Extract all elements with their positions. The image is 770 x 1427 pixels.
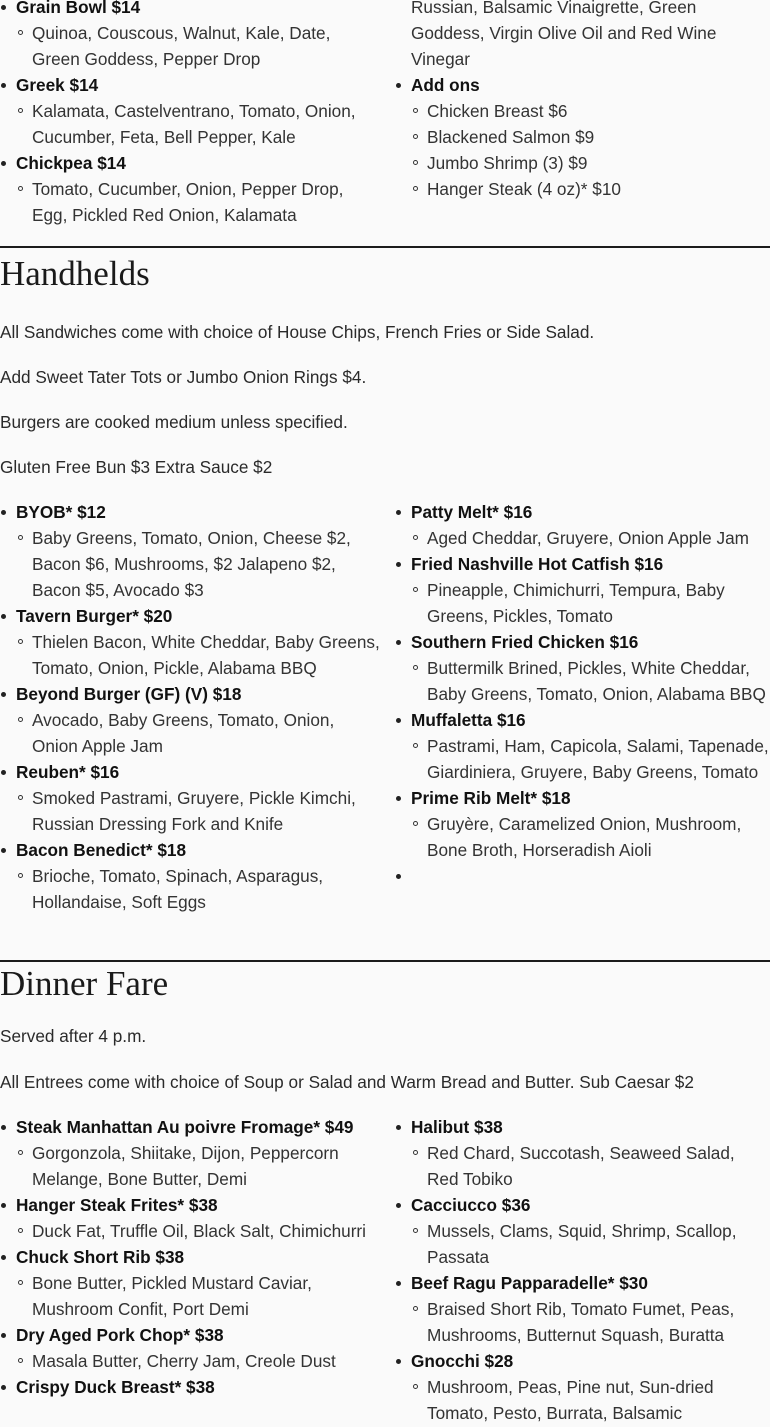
dressing-continuation-text: Russian, Balsamic Vinaigrette, Green Goddess, Virgin Olive Oil and Red Wine Vinegar (411, 0, 717, 69)
menu-item-title: BYOB* $12 (16, 502, 106, 522)
menu-item-description: Aged Cheddar, Gruyere, Onion Apple Jam (411, 525, 770, 551)
menu-item (0, 72, 380, 150)
handhelds-right-list (395, 499, 770, 889)
menu-item (395, 72, 770, 202)
menu-item-details (16, 98, 380, 150)
menu-item-description: Mushroom, Peas, Pine nut, Sun-dried Tomato, Pesto, Burrata, Balsamic (411, 1374, 770, 1426)
menu-item-description: Gorgonzola, Shiitake, Dijon, Peppercorn Melange, Bone Butter, Demi (16, 1140, 380, 1192)
menu-item-details (16, 1140, 380, 1192)
menu-item-title: Crispy Duck Breast* $38 (16, 1377, 215, 1397)
menu-item-description: Bone Butter, Pickled Mustard Caviar, Mushroom Confit, Port Demi (16, 1270, 380, 1322)
section-title-dinner-fare: Dinner Fare (0, 964, 169, 1003)
menu-item-details (16, 176, 380, 228)
handhelds-note: All Sandwiches come with choice of House Chips, French Fries or Side Salad. (0, 322, 595, 342)
menu-item-description: Kalamata, Castelventrano, Tomato, Onion, Cucumber, Feta, Bell Pepper, Kale (16, 98, 380, 150)
menu-item (0, 837, 380, 915)
handhelds-left-list (0, 499, 380, 915)
menu-item-details (411, 655, 770, 707)
dinner-left-column (0, 1114, 380, 1400)
addon-item: Blackened Salmon $9 (411, 124, 770, 150)
menu-item-description: Buttermilk Brined, Pickles, White Cheddar, Baby Greens, Tomato, Onion, Alabama BBQ (411, 655, 770, 707)
menu-item-title: Bacon Benedict* $18 (16, 840, 187, 860)
menu-item (0, 759, 380, 837)
menu-item-title: Fried Nashville Hot Catfish $16 (411, 554, 664, 574)
salads-columns (0, 0, 770, 234)
menu-item-details (16, 1348, 380, 1374)
menu-item (0, 1374, 380, 1400)
menu-item-title: Reuben* $16 (16, 762, 120, 782)
menu-item-description: Baby Greens, Tomato, Onion, Cheese $2, Bacon $6, Mushrooms, $2 Jalapeno $2, Bacon $5, Avocado $3 (16, 525, 380, 603)
menu-item-title (411, 866, 416, 886)
menu-item-details (16, 863, 380, 915)
menu-item (0, 603, 380, 681)
menu-item (395, 863, 770, 889)
addons-details (411, 98, 770, 202)
dinner-columns (0, 1114, 770, 1427)
menu-item (395, 785, 770, 863)
menu-item-details (411, 577, 770, 629)
menu-item (0, 1244, 380, 1322)
menu-item-description: Duck Fat, Truffle Oil, Black Salt, Chimichurri (16, 1218, 380, 1244)
menu-item-details (16, 707, 380, 759)
menu-item-title: Steak Manhattan Au poivre Fromage* $49 (16, 1117, 354, 1137)
menu-item-details (16, 629, 380, 681)
menu-item (395, 1270, 770, 1348)
menu-item-title: Chuck Short Rib $38 (16, 1247, 185, 1267)
menu-item (0, 1192, 380, 1244)
menu-item-details (411, 525, 770, 551)
menu-item-title: Halibut $38 (411, 1117, 503, 1137)
menu-item (395, 707, 770, 785)
menu-item-description: Avocado, Baby Greens, Tomato, Onion, Onion Apple Jam (16, 707, 380, 759)
menu-item-description: Tomato, Cucumber, Onion, Pepper Drop, Egg, Pickled Red Onion, Kalamata (16, 176, 380, 228)
addon-item: Hanger Steak (4 oz)* $10 (411, 176, 770, 202)
addon-item: Jumbo Shrimp (3) $9 (411, 150, 770, 176)
menu-item (0, 1322, 380, 1374)
menu-item-title: Tavern Burger* $20 (16, 606, 173, 626)
section-divider (0, 960, 770, 962)
handhelds-right-column (395, 499, 770, 889)
menu-item-title: Muffaletta $16 (411, 710, 526, 730)
menu-item-description: Quinoa, Couscous, Walnut, Kale, Date, Green Goddess, Pepper Drop (16, 20, 380, 72)
menu-item-details (411, 1140, 770, 1192)
menu-item-details (411, 1218, 770, 1270)
menu-item (0, 150, 380, 228)
handhelds-columns (0, 499, 770, 944)
menu-item-title: Hanger Steak Frites* $38 (16, 1195, 218, 1215)
menu-item-details (16, 785, 380, 837)
menu-item (0, 0, 380, 72)
menu-item-description: Gruyère, Caramelized Onion, Mushroom, Bone Broth, Horseradish Aioli (411, 811, 770, 863)
menu-item-title: Beyond Burger (GF) (V) $18 (16, 684, 242, 704)
menu-item-details (16, 525, 380, 603)
salads-right-column (395, 0, 770, 202)
menu-item (395, 1192, 770, 1270)
menu-item-details (16, 20, 380, 72)
menu-item-description: Mussels, Clams, Squid, Shrimp, Scallop, Passata (411, 1218, 770, 1270)
handhelds-note: Add Sweet Tater Tots or Jumbo Onion Rings $4. (0, 367, 367, 387)
menu-item-description: Thielen Bacon, White Cheddar, Baby Greens, Tomato, Onion, Pickle, Alabama BBQ (16, 629, 380, 681)
handhelds-note: Burgers are cooked medium unless specified. (0, 412, 348, 432)
menu-item (395, 1114, 770, 1192)
section-title-handhelds: Handhelds (0, 254, 150, 293)
menu-item (395, 629, 770, 707)
addon-item: Chicken Breast $6 (411, 98, 770, 124)
menu-item-details (411, 1374, 770, 1426)
dinner-right-column (395, 1114, 770, 1426)
menu-item-title: Southern Fried Chicken $16 (411, 632, 639, 652)
menu-item-description: Pastrami, Ham, Capicola, Salami, Tapenade, Giardiniera, Gruyere, Baby Greens, Tomato (411, 733, 770, 785)
menu-item (395, 499, 770, 551)
dinner-note: All Entrees come with choice of Soup or Salad and Warm Bread and Butter. Sub Caesar $2 (0, 1072, 694, 1092)
handhelds-left-column (0, 499, 380, 915)
menu-item-title: Dry Aged Pork Chop* $38 (16, 1325, 224, 1345)
menu-item-description: Braised Short Rib, Tomato Fumet, Peas, Mushrooms, Butternut Squash, Buratta (411, 1296, 770, 1348)
menu-item (0, 681, 380, 759)
handhelds-note: Gluten Free Bun $3 Extra Sauce $2 (0, 457, 273, 477)
menu-item-details (411, 1296, 770, 1348)
salads-left-list (0, 0, 380, 228)
addons-list (395, 72, 770, 202)
menu-item-title: Gnocchi $28 (411, 1351, 514, 1371)
menu-item-details (16, 1270, 380, 1322)
menu-item (0, 1114, 380, 1192)
menu-item (395, 1348, 770, 1426)
dinner-right-list (395, 1114, 770, 1426)
dinner-left-list (0, 1114, 380, 1400)
menu-item-details (411, 811, 770, 863)
menu-item-title: Cacciucco $36 (411, 1195, 531, 1215)
menu-item-title: Greek $14 (16, 75, 99, 95)
dressing-continuation (395, 0, 770, 72)
section-divider (0, 246, 770, 248)
menu-item-details (16, 1218, 380, 1244)
menu-item-title: Patty Melt* $16 (411, 502, 533, 522)
menu-item-description: Pineapple, Chimichurri, Tempura, Baby Greens, Pickles, Tomato (411, 577, 770, 629)
menu-item-title: Chickpea $14 (16, 153, 126, 173)
menu-item-title: Add ons (411, 75, 480, 95)
menu-item-description: Masala Butter, Cherry Jam, Creole Dust (16, 1348, 380, 1374)
menu-item (0, 499, 380, 603)
menu-item-description: Smoked Pastrami, Gruyere, Pickle Kimchi, Russian Dressing Fork and Knife (16, 785, 380, 837)
menu-item-description: Brioche, Tomato, Spinach, Asparagus, Hollandaise, Soft Eggs (16, 863, 380, 915)
menu-item-details (411, 733, 770, 785)
menu-item-title: Grain Bowl $14 (16, 0, 141, 17)
menu-item-title: Beef Ragu Papparadelle* $30 (411, 1273, 648, 1293)
dinner-note: Served after 4 p.m. (0, 1026, 147, 1046)
salads-left-column (0, 0, 380, 228)
menu-item (395, 551, 770, 629)
menu-item-description: Red Chard, Succotash, Seaweed Salad, Red Tobiko (411, 1140, 770, 1192)
menu-item-title: Prime Rib Melt* $18 (411, 788, 571, 808)
